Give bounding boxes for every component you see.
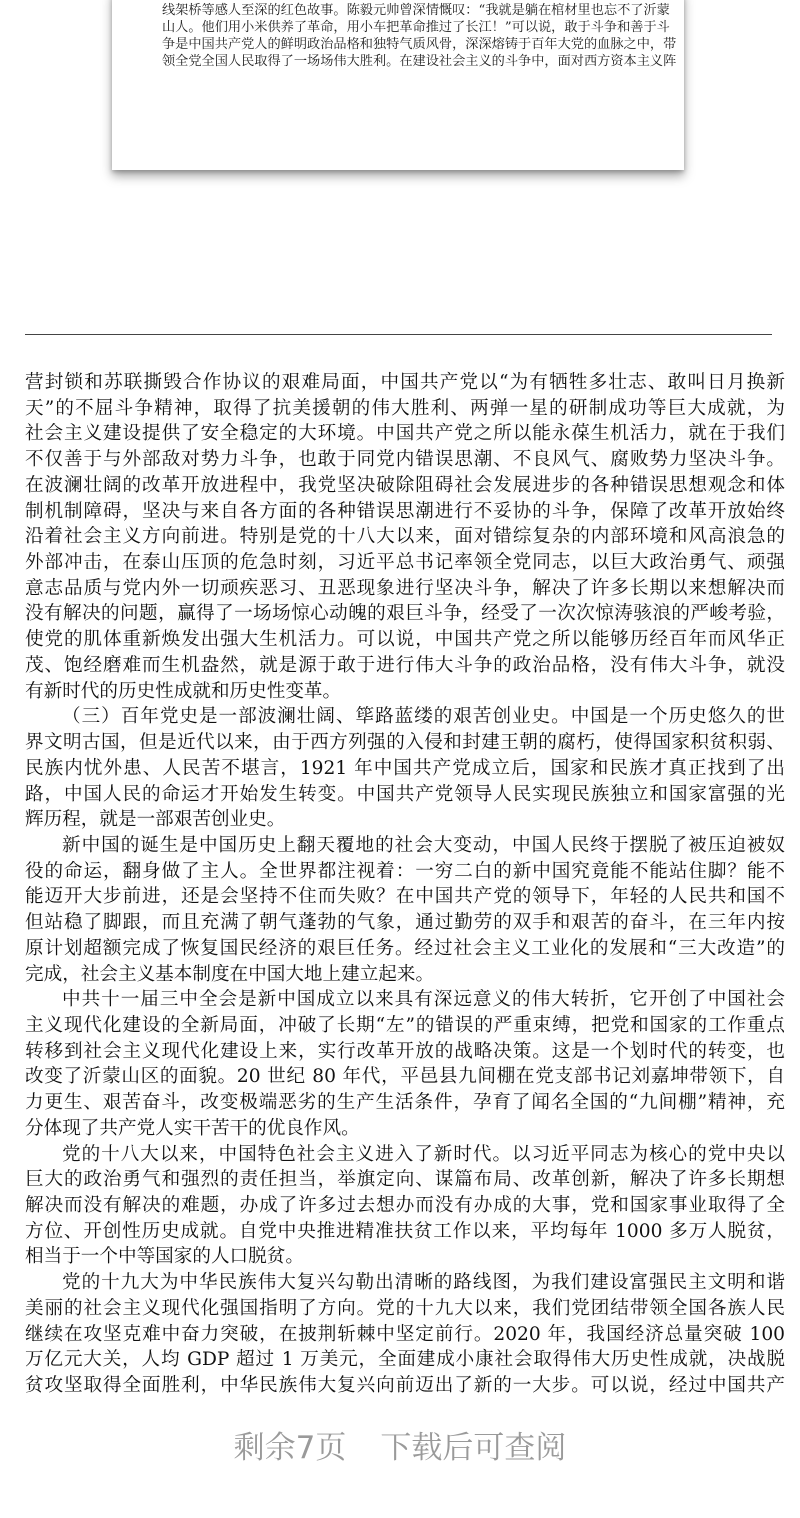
text-line: 界文明古国，但是近代以来，由于西方列强的入侵和封建王朝的腐朽，使得国家积贫积弱、: [25, 732, 785, 754]
text-line: 辉历程，就是一部艰苦创业史。: [25, 809, 286, 831]
text-line: （三）百年党史是一部波澜壮阔、筚路蓝缕的艰苦创业史。中国是一个历史悠久的世: [62, 706, 785, 728]
text-line: 美丽的社会主义现代化强国指明了方向。党的十九大以来，我们党团结带领全国各族人民: [25, 1297, 785, 1319]
text-line: 改变了沂蒙山区的面貌。20 世纪 80 年代，平邑县九间棚在党支部书记刘嘉坤带领下，自: [25, 1066, 785, 1088]
text-line: 在波澜壮阔的改革开放进程中，我党坚决破除阻碍社会发展进步的各种错误思想观念和体: [25, 474, 785, 496]
text-line: 主义现代化建设的全新局面，冲破了长期“左”的错误的严重束缚，把党和国家的工作重点: [25, 1014, 785, 1036]
paragraph: [25, 1142, 785, 1271]
text-line: 党的十九大为中华民族伟大复兴勾勒出清晰的路线图，为我们建设富强民主文明和谐: [62, 1272, 785, 1294]
text-line: 役的命运，翻身做了主人。全世界都注视着：一穷二白的新中国究竟能不能站住脚？能不: [25, 860, 785, 882]
text-line: 力更生、艰苦奋斗，改变极端恶劣的生产生活条件，孕育了闻名全国的“九间棚”精神，充: [25, 1092, 785, 1114]
paragraph: [25, 987, 785, 1141]
text-line: 营封锁和苏联撕毁合作协议的艰难局面，中国共产党以“为有牺牲多壮志、敢叫日月换新: [25, 372, 785, 393]
text-line: 制机制障碍，坚决与来自各方面的各种错误思潮进行不妥协的斗争，保障了改革开放始终: [25, 500, 785, 522]
previous-page-preview: [112, 0, 684, 170]
text-line: 解决而没有解决的难题，办成了许多过去想办而没有办成的大事，党和国家事业取得了全: [25, 1195, 785, 1216]
text-line: 能迈开大步前进，还是会坚持不住而失败？在中国共产党的领导下，年轻的人民共和国不: [25, 886, 785, 908]
text-line: 民族内忧外患、人民苦不堪言，1921 年中国共产党成立后，国家和民族才真正找到了出: [25, 757, 785, 779]
preview-line: 领全党全国人民取得了一场场伟大胜利。在建设社会主义的斗争中，面对西方资本主义阵: [162, 54, 677, 69]
text-line: 原计划超额完成了恢复国民经济的艰巨任务。经过社会主义工业化的发展和“三大改造”的: [25, 937, 785, 959]
text-line: 分体现了共产党人实干苦干的优良作风。: [25, 1117, 360, 1139]
text-line: 外部冲击，在泰山压顶的危急时刻，习近平总书记率领全党同志，以巨大政治勇气、顽强: [25, 552, 785, 574]
text-line: 没有解决的问题，赢得了一场场惊心动魄的艰巨斗争，经受了一次次惊涛骇浪的严峻考验，: [25, 603, 785, 625]
text-line: 新中国的诞生是中国历史上翻天覆地的社会大变动，中国人民终于摆脱了被压迫被奴: [62, 834, 785, 856]
text-line: 使党的肌体重新焕发出强大生机活力。可以说，中国共产党之所以能够历经百年而风华正: [25, 629, 785, 651]
text-line: 中共十一届三中全会是新中国成立以来具有深远意义的伟大转折，它开创了中国社会: [62, 989, 785, 1011]
text-line: 意志品质与党内外一切顽疾恶习、丑恶现象进行坚决斗争，解决了许多长期以来想解决而: [25, 577, 785, 599]
text-line: 社会主义建设提供了安全稳定的大环境。中国共产党之所以能永葆生机活力，就在于我们: [25, 423, 785, 445]
preview-line: 山人。他们用小米供养了革命，用小车把革命推过了长江！”可以说，敢于斗争和善于斗: [162, 20, 670, 35]
text-line: 万亿元大关，人均 GDP 超过 1 万美元，全面建成小康社会取得伟大历史性成就，决战脱: [25, 1349, 785, 1371]
paragraph: [25, 833, 785, 987]
text-line: 继续在攻坚克难中奋力突破，在披荆斩棘中坚定前行。2020 年，我国经济总量突破 100: [25, 1323, 785, 1345]
paragraph: [25, 704, 785, 833]
document-body: [25, 370, 785, 1399]
paragraph: [25, 370, 785, 704]
remaining-pages-label: 剩余7页: [233, 1430, 347, 1466]
preview-line: 线架桥等感人至深的红色故事。陈毅元帅曾深情慨叹：“我就是躺在棺材里也忘不了沂蒙: [162, 3, 670, 18]
download-hint-label[interactable]: 下载后可查阅: [380, 1430, 567, 1466]
text-line: 贫攻坚取得全面胜利，中华民族伟大复兴向前迈出了新的一大步。可以说，经过中国共产: [25, 1375, 785, 1397]
text-line: 相当于一个中等国家的人口脱贫。: [25, 1246, 304, 1268]
text-line: 但站稳了脚跟，而且充满了朝气蓬勃的气象，通过勤劳的双手和艰苦的奋斗，在三年内按: [25, 912, 785, 934]
text-line: 有新时代的历史性成就和历史性变革。: [25, 680, 342, 702]
text-line: 不仅善于与外部敌对势力斗争，也敢于同党内错误思潮、不良风气、腐败势力坚决斗争。: [25, 449, 785, 471]
previous-page-text: [162, 2, 677, 70]
text-line: 茂、饱经磨难而生机盎然，就是源于敢于进行伟大斗争的政治品格，没有伟大斗争，就没: [25, 654, 785, 676]
text-line: 路，中国人民的命运才开始发生转变。中国共产党领导人民实现民族独立和国家富强的光: [25, 783, 785, 805]
text-line: 天”的不屈斗争精神，取得了抗美援朝的伟大胜利、两弹一星的研制成功等巨大成就，为: [25, 397, 785, 419]
text-line: 党的十八大以来，中国特色社会主义进入了新时代。以习近平同志为核心的党中央以: [62, 1143, 785, 1165]
text-line: 巨大的政治勇气和强烈的责任担当，举旗定向、谋篇布局、改革创新，解决了许多长期想: [25, 1169, 785, 1191]
text-line: 沿着社会主义方向前进。特别是党的十八大以来，面对错综复杂的内部环境和风高浪急的: [25, 526, 785, 548]
page-divider: [25, 334, 772, 335]
preview-line: 争是中国共产党人的鲜明政治品格和独特气质风骨，深深熔铸于百年大党的血脉之中，带: [162, 37, 677, 52]
text-line: 完成，社会主义基本制度在中国大地上建立起来。: [25, 963, 435, 985]
text-line: 方位、开创性历史成就。自党中央推进精准扶贫工作以来，平均每年 1000 多万人脱贫，: [25, 1220, 785, 1242]
download-prompt[interactable]: [0, 1422, 800, 1467]
paragraph: [25, 1270, 785, 1399]
text-line: 转移到社会主义现代化建设上来，实行改革开放的战略决策。这是一个划时代的转变，也: [25, 1040, 785, 1062]
